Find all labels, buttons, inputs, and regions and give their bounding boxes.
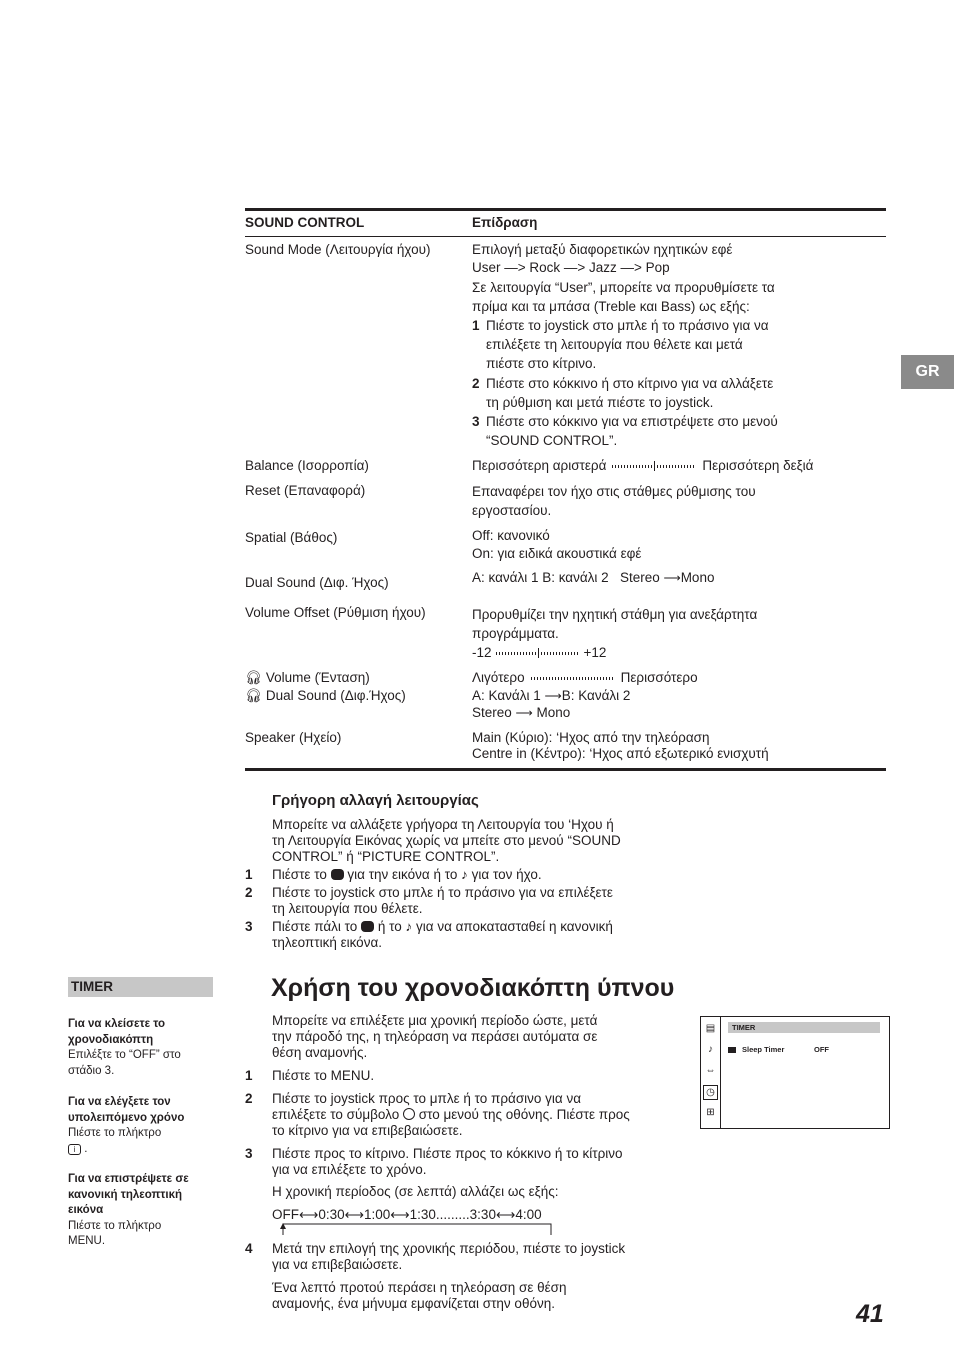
step-text: Πιέστε στο κόκκινο για να επιστρέψετε στο μενού [486,414,778,429]
sound-mode-line: User —> Rock —> Jazz —> Pop [472,260,670,275]
right-arrow-icon: ⟶ [515,706,533,720]
sleep-step-2: επιλέξετε το σύμβολο στο μενού της οθόνης. Πιέστε προς [272,1107,630,1122]
sound-menu-icon: ♪ [708,1044,713,1055]
sound-mode-line: Επιλογή μεταξύ διαφορετικών ηχητικών εφέ [472,242,733,257]
step-text: Πιέστε στο κόκκινο ή στο κίτρινο για να αλλάξετε [486,376,774,391]
quick-change-title: Γρήγορη αλλαγή λειτουργίας [272,792,479,809]
osd-cursor [728,1047,736,1053]
timer-clock-icon [403,1108,415,1120]
step-number: 3 [245,919,253,934]
sidebar-note-remaining: Για να ελέγξετε τον υπολειπόμενο χρόνο Πιέστε το πλήκτρο i . [68,1096,185,1155]
row-label-reset: Reset (Επαναφορά) [245,483,366,498]
sidebar-header: TIMER [68,977,213,997]
sleep-period-text: Η χρονική περίοδος (σε λεπτά) αλλάζει ως εξής: [272,1184,559,1199]
sleep-step-4: Μετά την επιλογή της χρονικής περιόδου, πιέστε το joystick [272,1241,626,1256]
hp-volume-slider [531,673,615,683]
sleep-step-1: Πιέστε το MENU. [272,1068,375,1083]
timer-menu-icon: ◷ [703,1085,718,1100]
osd-title: TIMER [728,1022,880,1033]
step-number: 3 [472,414,480,429]
setup-menu-icon: ⊞ [706,1107,715,1118]
row-label-hp-dual: 🎧︎ Dual Sound (Διφ.Ήχος) [245,688,406,703]
volume-offset-scale: -12 +12 [472,645,607,660]
hp-volume-scale: Λιγότερο Περισσότερο [472,670,698,685]
balance-left-label: Περισσότερη αριστερά [472,458,607,473]
balance-scale [472,456,813,475]
headphones-icon: 🎧︎ [245,688,263,703]
sleep-outro: αναμονής, ένα μήνυμα εμφανίζεται στην οθόνη. [272,1296,555,1311]
volume-offset-text: προγράμματα. [472,626,559,641]
step-number: 3 [245,1146,253,1161]
info-button-icon: i [68,1144,81,1155]
page-number: 41 [856,1300,884,1328]
step-number: 2 [245,1091,253,1106]
features-menu-icon: ⇔ [705,1065,716,1076]
sleep-outro: Ένα λεπτό προτού περάσει η τηλεόραση σε θέση [272,1280,567,1295]
sidebar-note-return: Για να επιστρέψετε σε κανονική τηλεοπτική εικόνα Πιέστε το πλήκτρο MENU. [68,1173,189,1247]
osd-item-sleep-timer: Sleep Timer [742,1045,785,1054]
sound-mode-line: Σε λειτουργία “User”, μπορείτε να προρυθμίσετε τα [472,280,775,295]
quick-step-3: τηλεοπτική εικόνα. [272,935,382,950]
double-arrow-icon: ⟷ [390,1207,410,1222]
speaker-text: Centre in (Κέντρο): ‘Ηχος από εξωτερικό ενισχυτή [472,746,769,761]
table-top-rule [245,208,886,211]
quick-intro: CONTROL” ή “PICTURE CONTROL”. [272,849,500,864]
sleep-step-2: Πιέστε το joystick προς το μπλε ή το πράσινο για να [272,1091,582,1106]
row-label-sound-mode: Sound Mode (Λειτουργία ήχου) [245,242,431,257]
sound-mode-line: πρίμα και τα μπάσα (Treble και Bass) ως εξής: [472,299,750,314]
sleep-step-4: για να επιβεβαιώσετε. [272,1257,403,1272]
quick-step-2: τη λειτουργία που θέλετε. [272,901,423,916]
double-arrow-icon: ⟷ [299,1207,319,1222]
step-number: 4 [245,1241,253,1256]
osd-menu-illustration [700,1016,890,1129]
right-arrow-icon: ⟶ [544,689,562,703]
step-text: Πιέστε το joystick στο μπλε ή το πράσινο για να [486,318,769,333]
balance-slider [612,461,696,471]
row-label-dual-sound: Dual Sound (Διφ. Ήχος) [245,575,389,590]
sleep-intro: την πάροδό της, η τηλεόραση να περάσει αυτόματα σε [272,1029,598,1044]
double-arrow-icon: ⟷ [344,1207,364,1222]
osd-item-value: OFF [814,1045,829,1054]
row-label-hp-volume: 🎧︎ Volume (Ένταση) [245,670,370,685]
row-label-balance: Balance (Ισορροπία) [245,458,369,473]
picture-menu-icon: ▤ [705,1023,716,1034]
hp-dual-channels: A: Κανάλι 1 ⟶B: Κανάλι 2 [472,686,630,706]
row-label-volume-offset: Volume Offset (Ρύθμιση ήχου) [245,605,426,620]
quick-intro: τη Λειτουργία Εικόνας χωρίς να μπείτε στο μενού “SOUND [272,833,621,848]
table-header-sound-control: SOUND CONTROL [245,215,365,230]
sleep-intro: θέση αναμονής. [272,1045,368,1060]
volume-offset-text: Προρυθμίζει την ηχητική στάθμη για ανεξάρτητα [472,607,758,622]
sleep-step-3: για να επιλέξετε το χρόνο. [272,1162,427,1177]
step-number: 1 [472,318,480,333]
spatial-text: On: για ειδικά ακουστικά εφέ [472,546,642,561]
sleep-step-3: Πιέστε προς το κίτρινο. Πιέστε προς το κόκκινο ή το κίτρινο [272,1146,623,1161]
speaker-text: Main (Κύριο): ‘Ηχος από την τηλεόραση [472,730,710,745]
step-number: 1 [245,867,253,882]
table-bottom-rule [245,768,886,771]
music-note-icon: ♪ [461,867,468,882]
quick-step-2: Πιέστε το joystick στο μπλε ή το πράσινο για να επιλέξετε [272,885,613,900]
sidebar-note-off: Για να κλείσετε το χρονοδιακόπτη Επιλέξτε το “OFF” στο στάδιο 3. [68,1018,181,1077]
step-text: τη ρύθμιση και μετά πιέστε το joystick. [486,395,714,410]
quick-step-3: Πιέστε πάλι το ή το ♪ για να αποκατασταθεί η κανονική [272,919,613,934]
hp-dual-stereo: Stereo ⟶ Mono [472,703,570,723]
step-text: πιέστε στο κίτρινο. [486,356,597,371]
sequence-loop-arrow [276,1220,556,1236]
right-arrow-icon: ⟶ [663,571,681,585]
step-number: 2 [472,376,480,391]
quick-step-1: Πιέστε το για την εικόνα ή το ♪ για τον ήχο. [272,867,542,882]
table-header-rule [245,236,886,237]
reset-text: Επαναφέρει τον ήχο στις στάθμες ρύθμισης του [472,484,756,499]
dual-sound-text: A: κανάλι 1 B: κανάλι 2 Stereo ⟶Mono [472,568,714,588]
picture-button-icon [331,869,344,880]
row-label-spatial: Spatial (Βάθος) [245,530,338,545]
language-tab: GR [901,355,954,389]
double-arrow-icon: ⟷ [495,1207,516,1222]
step-number: 1 [245,1068,253,1083]
osd-icon-column [701,1017,721,1128]
music-note-icon: ♪ [405,919,413,934]
balance-right-label: Περισσότερη δεξιά [702,458,814,473]
volume-offset-slider [496,648,580,658]
sleep-step-2: το κίτρινο για να επιβεβαιώσετε. [272,1123,463,1138]
step-text: “SOUND CONTROL”. [486,433,618,448]
sleep-sequence: OFF⟷0:30⟷1:00⟷1:30.........3:30⟷4:00 [272,1207,542,1222]
step-text: επιλέξετε τη λειτουργία που θέλετε και μετά [486,337,743,352]
sleep-intro: Μπορείτε να επιλέξετε μια χρονική περίοδο ώστε, μετά [272,1013,598,1028]
picture-button-icon [361,921,374,932]
spatial-text: Off: κανονικό [472,528,550,543]
sleep-title: Χρήση του χρονοδιακόπτη ύπνου [271,974,675,1002]
headphones-icon: 🎧︎ [245,670,263,685]
reset-text: εργοστασίου. [472,503,552,518]
quick-intro: Μπορείτε να αλλάξετε γρήγορα τη Λειτουργία του ‘Ηχου ή [272,817,614,832]
row-label-speaker: Speaker (Ηχείο) [245,730,342,745]
step-number: 2 [245,885,253,900]
table-header-effect: Επίδραση [472,215,538,230]
